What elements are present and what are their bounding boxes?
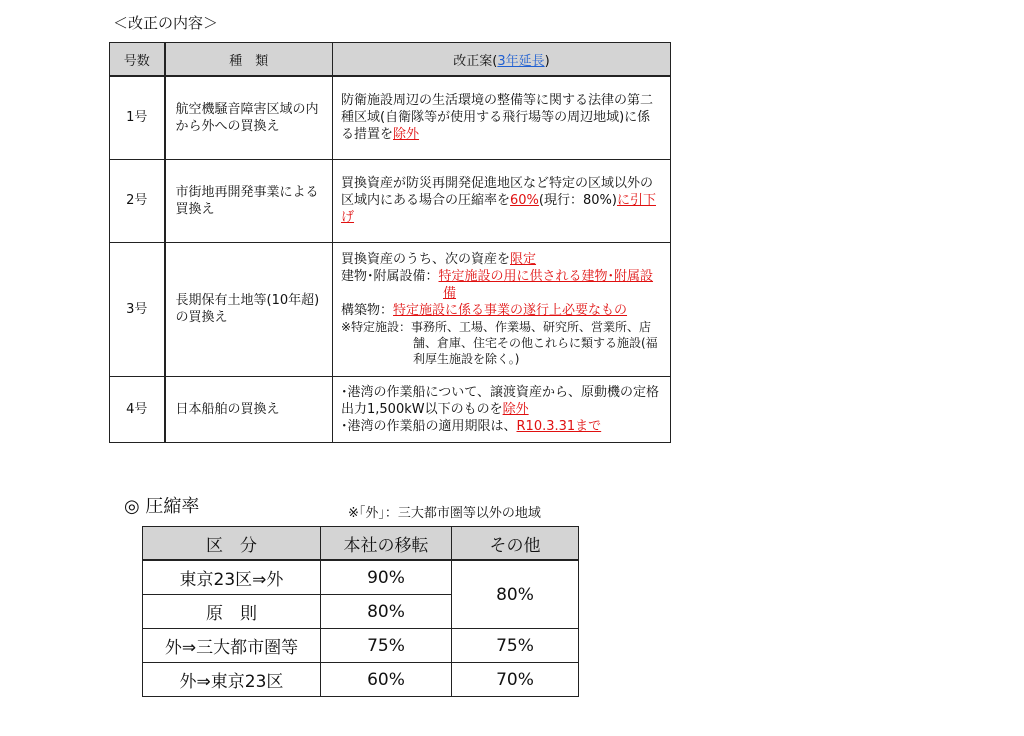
row-kind: 日本船舶の買換え bbox=[165, 376, 333, 442]
table-row bbox=[143, 663, 579, 697]
highlight-text: R10.3.31まで bbox=[516, 418, 602, 434]
row-label: 外⇒三大都市圏等 bbox=[143, 629, 321, 663]
highlight-text: 除外 bbox=[502, 401, 529, 417]
row-other-value: 70% bbox=[452, 663, 579, 697]
row-hq-value: 60% bbox=[321, 663, 452, 697]
compression-rate-table bbox=[142, 526, 579, 697]
row-number: 2号 bbox=[110, 159, 165, 242]
compression-rate-title: ◎ 圧縮率 bbox=[124, 496, 200, 517]
outside-area-note: ※｢外｣：三大都市圏等以外の地域 bbox=[348, 506, 541, 521]
table-row bbox=[110, 76, 671, 159]
header-number: 号数 bbox=[110, 43, 165, 77]
extension-link[interactable]: 3年延長 bbox=[497, 53, 545, 69]
table-row bbox=[110, 242, 671, 376]
header-hq-relocation: 本社の移転 bbox=[321, 527, 452, 561]
section-heading-amendment: ＜改正の内容＞ bbox=[113, 14, 219, 32]
row-hq-value: 90% bbox=[321, 560, 452, 595]
table-row bbox=[110, 376, 671, 442]
row-label: 原 則 bbox=[143, 595, 321, 629]
table-row bbox=[143, 629, 579, 663]
row-number: 4号 bbox=[110, 376, 165, 442]
highlight-text: 除外 bbox=[393, 127, 420, 143]
highlight-text: に引下げ bbox=[341, 193, 656, 225]
highlight-text: 限定 bbox=[510, 252, 537, 267]
row-number: 3号 bbox=[110, 242, 165, 376]
row-content: 防衛施設周辺の生活環境の整備等に関する法律の第二種区域(自衛隊等が使用する飛行場等の周辺地域)に係る措置を除外 bbox=[333, 76, 671, 159]
table-row bbox=[143, 560, 579, 595]
row-kind: 市街地再開発事業による買換え bbox=[165, 159, 333, 242]
row-label: 東京23区⇒外 bbox=[143, 560, 321, 595]
row-content: 買換資産が防災再開発促進地区など特定の区域以外の区域内にある場合の圧縮率を60%(現行：80%)に引下げ bbox=[333, 159, 671, 242]
facility-note: ※特定施設：事務所、工場、作業場、研究所、営業所、店舗、倉庫、住宅その他これらに類する施設(福利厚生施設を除く。) bbox=[341, 320, 658, 366]
header-other: その他 bbox=[452, 527, 579, 561]
row-hq-value: 75% bbox=[321, 629, 452, 663]
amendment-table bbox=[109, 42, 671, 443]
highlight-text: 特定施設に係る事業の遂行上必要なもの bbox=[393, 303, 628, 318]
highlight-text: 60% bbox=[510, 193, 539, 208]
row-other-value: 75% bbox=[452, 629, 579, 663]
row-label: 外⇒東京23区 bbox=[143, 663, 321, 697]
table-header-row bbox=[143, 527, 579, 561]
row-number: 1号 bbox=[110, 76, 165, 159]
row-kind: 航空機騒音障害区域の内から外への買換え bbox=[165, 76, 333, 159]
row-hq-value: 80% bbox=[321, 595, 452, 629]
row-other-value-merged: 80% bbox=[452, 560, 579, 629]
header-type: 種 類 bbox=[165, 43, 333, 77]
row-kind: 長期保有土地等(10年超)の買換え bbox=[165, 242, 333, 376]
row-content: 買換資産のうち、次の資産を限定 建物･附属設備：特定施設の用に供される建物･附属設備 構築物：特定施設に係る事業の遂行上必要なもの ※特定施設：事務所、工場、作業場、研究所、営業所、店舗、倉庫、住宅その他これらに類する施設(福利厚生施設を除く。) bbox=[333, 242, 671, 376]
header-category: 区 分 bbox=[143, 527, 321, 561]
highlight-text: 特定施設の用に供される建物･附属設備 bbox=[438, 269, 654, 301]
table-header-row bbox=[110, 43, 671, 77]
header-amendment: 改正案(3年延長) bbox=[333, 43, 671, 77]
table-row bbox=[110, 159, 671, 242]
row-content: ･港湾の作業船について、譲渡資産から、原動機の定格出力1,500kW以下のものを除外 ･港湾の作業船の適用期限は、R10.3.31まで bbox=[333, 376, 671, 442]
